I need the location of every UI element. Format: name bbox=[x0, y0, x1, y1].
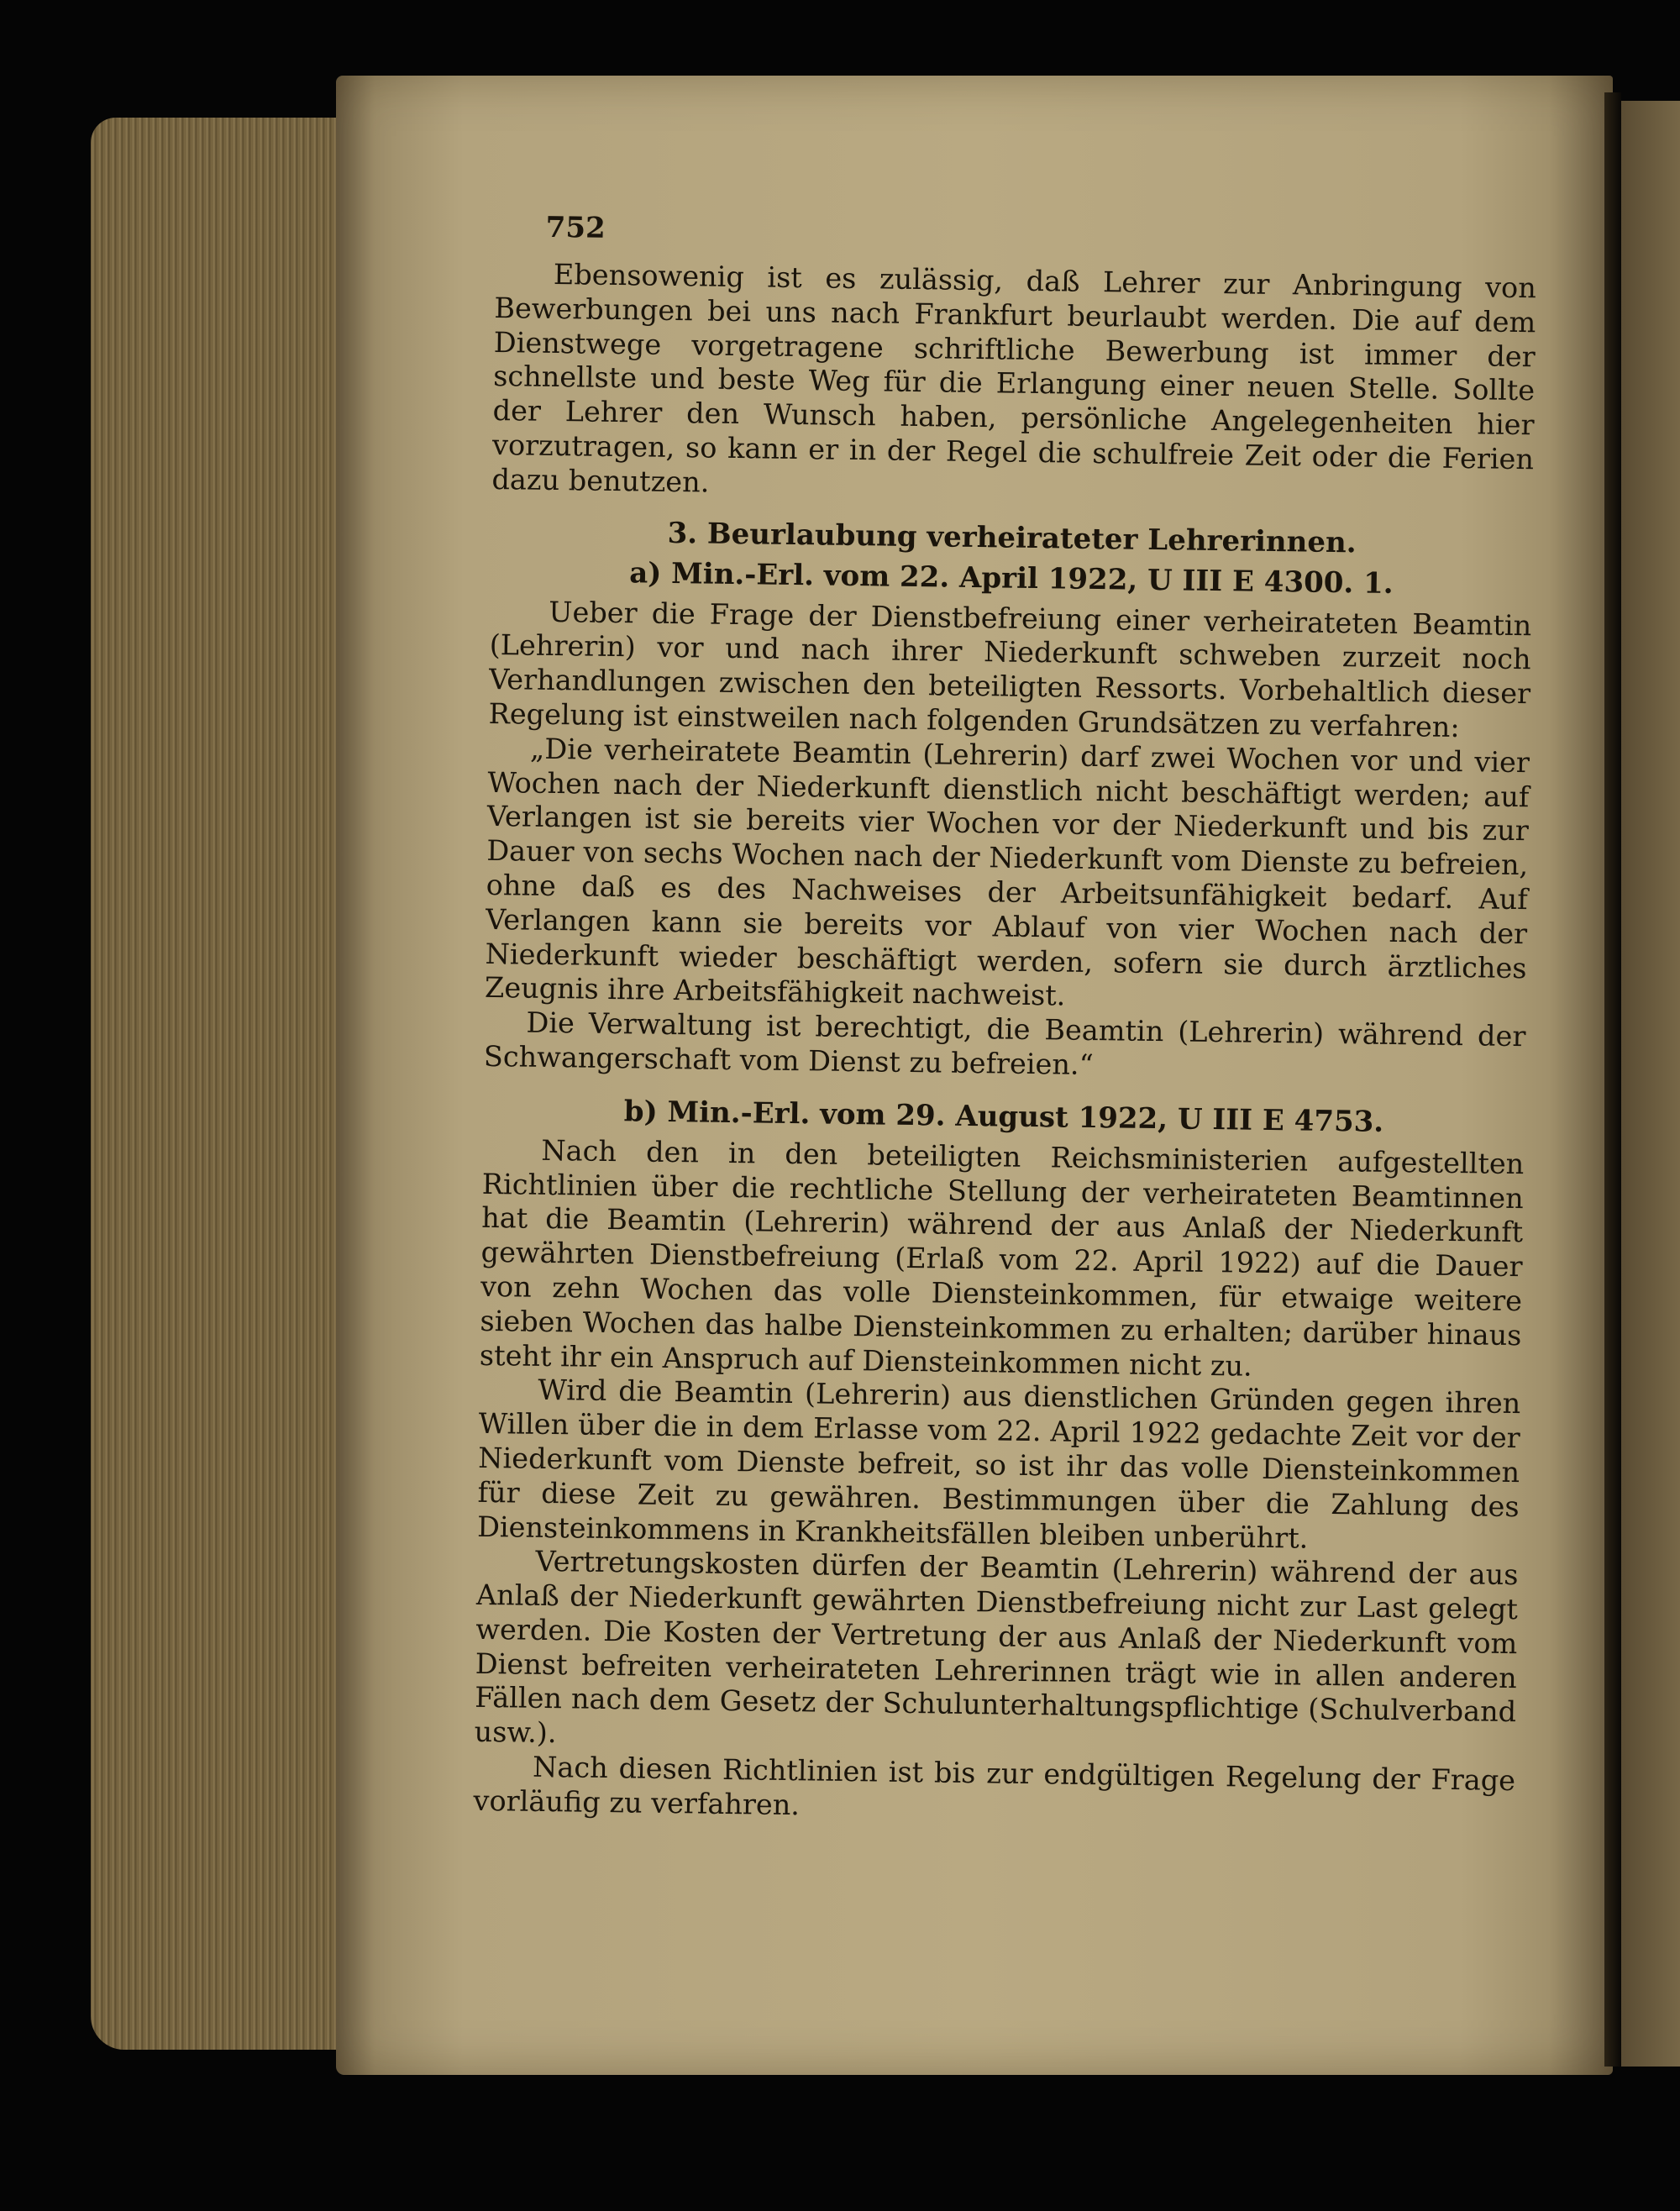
section-heading: 3. Beurlaubung verheirateter Lehrerinnen. bbox=[667, 516, 1357, 559]
book-gutter bbox=[1604, 92, 1621, 2067]
page-text bbox=[473, 210, 1537, 1833]
decree-b-paragraph-2: Wird die Beamtin (Lehrerin) aus dienstlichen Gründen gegen ihren Willen über die in dem Erlasse vom 22. April 1922 gedachte Zeit vor der Niederkunft vom Dienste befreit, so ist ihr das volle Diensteinkommen für diese Zeit zu gewähren. Bestimmungen über die Zahlung des Diensteinkommens in Krankheitsfällen bleiben unberührt. bbox=[476, 1373, 1521, 1555]
decree-a-heading: a) Min.-Erl. vom 22. April 1922, U III E 4300. 1. bbox=[628, 555, 1394, 601]
intro-paragraph: Ebensowenig ist es zulässig, daß Lehrer zur Anbringung von Bewerbungen bei uns nach Frankfurt beurlaubt werden. Die auf dem Dienstwege vorgetragene schriftliche Bewerbung ist immer der schnellste und beste Weg für die Erlangung einer neuen Stelle. Sollte der Lehrer den Wunsch haben, persönliche Angelegenheiten hier vorzutragen, so kann er in der Regel die schulfreie Zeit oder die Ferien dazu benutzen. bbox=[491, 257, 1537, 499]
decree-b-paragraph-3: Vertretungskosten dürfen der Beamtin (Lehrerin) während der aus Anlaß der Niederkunft gewährten Dienstbefreiung nicht zur Last gelegt werden. Die Kosten der Vertretung der aus Anlaß der Niederkunft vom Dienst befreiten verheirateten Lehrerinnen trägt wie in allen anderen Fällen nach dem Gesetz der Schulunterhaltungspflichtige (Schulverband usw.). bbox=[474, 1545, 1519, 1750]
facing-page-edge bbox=[1621, 101, 1680, 2067]
book-page-edges bbox=[91, 118, 343, 2050]
decree-a-intro: Ueber die Frage der Dienstbefreiung einer verheirateten Beamtin (Lehrerin) vor und nach ihrer Niederkunft schweben zurzeit noch Verhandlungen zwischen den beteiligten Ressorts. Vorbehaltlich dieser Regelung ist einstweilen nach folgenden Grundsätzen zu verfahren: bbox=[488, 595, 1532, 744]
decree-b-paragraph-1: Nach den in den beteiligten Reichsministerien aufgestellten Richtlinien über die rechtliche Stellung der verheirateten Beamtinnen hat die Beamtin (Lehrerin) während der aus Anlaß der Niederkunft gewährten Dienstbefreiung (Erlaß vom 22. April 1922) auf die Dauer von zehn Wochen das volle Diensteinkommen, für etwaige weitere sieben Wochen das halbe Diensteinkommen zu erhalten; darüber hinaus steht ihr ein Anspruch auf Diensteinkommen nicht zu. bbox=[479, 1133, 1525, 1383]
decree-b-paragraph-4: Nach diesen Richtlinien ist bis zur endgültigen Regelung der Frage vorläufig zu verfahren. bbox=[473, 1750, 1516, 1822]
decree-a-quote-2: Die Verwaltung ist berechtigt, die Beamtin (Lehrerin) während der Schwangerschaft vom Dienst zu befreien.“ bbox=[483, 1006, 1526, 1081]
decree-a-quote-1: „Die verheiratete Beamtin (Lehrerin) darf zwei Wochen vor und vier Wochen nach der Niederkunft dienstlich nicht beschäftigt werden; auf Verlangen ist sie bereits vier Wochen vor der Niederkunft und bis zur Dauer von sechs Wochen nach der Niederkunft vom Dienste zu befreien, ohne daß es des Nachweises der Arbeitsunfähigkeit bedarf. Auf Verlangen kann sie bereits vor Ablauf von vier Wochen nach der Niederkunft wieder beschäftigt werden, sofern sie durch ärztliches Zeugnis ihre Arbeitsfähigkeit nachweist. bbox=[484, 732, 1530, 1012]
page-number: 752 bbox=[545, 210, 606, 245]
decree-b-heading: b) Min.-Erl. vom 29. August 1922, U III E 4753. bbox=[623, 1094, 1384, 1139]
